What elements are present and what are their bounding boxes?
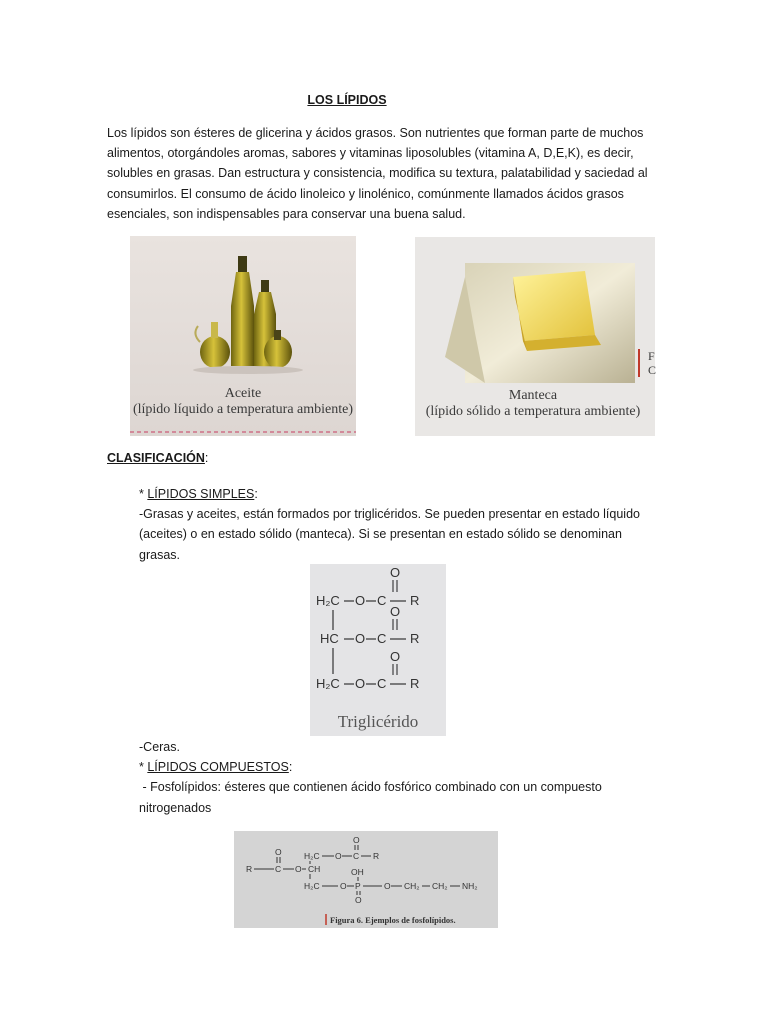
svg-text:O: O <box>390 565 401 580</box>
fosfolipido-structure <box>234 831 498 928</box>
compuestos-section: -Ceras. * LÍPIDOS COMPUESTOS: - Fosfolípidos: ésteres que contienen ácido fosfórico combinado con un compuesto nitrogenados <box>139 740 602 815</box>
svg-text:R: R <box>410 593 420 608</box>
compuestos-heading: LÍPIDOS COMPUESTOS <box>147 760 289 775</box>
svg-text:C: C <box>275 864 282 874</box>
svg-text:O: O <box>355 676 366 691</box>
svg-text:O: O <box>340 881 347 891</box>
svg-text:P: P <box>355 881 361 891</box>
svg-text:R: R <box>246 864 253 874</box>
svg-text:R: R <box>410 631 420 646</box>
svg-text:CH: CH <box>308 864 321 874</box>
trig-left-1: H₂C <box>316 593 340 608</box>
simples-line: (aceites) o en estado sólido (manteca). Si se presentan en estado sólido se denominan <box>139 527 622 542</box>
svg-text:O: O <box>275 847 282 857</box>
svg-text:O: O <box>355 593 366 608</box>
page-title: LOS LÍPIDOS <box>307 93 387 107</box>
svg-text:CH₂: CH₂ <box>432 881 448 891</box>
simples-line: grasas. <box>139 547 180 562</box>
simples-heading: LÍPIDOS SIMPLES <box>147 487 255 501</box>
ceras-line: -Ceras. <box>139 740 180 754</box>
intro-line: esenciales, son indispensables para conservar una buena salud. <box>107 206 466 221</box>
svg-text:O: O <box>295 864 302 874</box>
svg-text:O: O <box>353 835 360 845</box>
svg-text:C: C <box>377 631 387 646</box>
svg-text:O: O <box>355 631 366 646</box>
intro-line: alimentos, otorgándoles aromas, sabores y vitaminas liposolubles (vitamina A, D,E,K), es decir, <box>107 146 634 161</box>
svg-text:OH: OH <box>351 867 364 877</box>
svg-text:O: O <box>384 881 391 891</box>
clasificacion-heading: CLASIFICACIÓN: <box>107 451 209 465</box>
manteca-photo <box>415 237 655 436</box>
svg-text:R: R <box>410 676 420 691</box>
compuestos-line: - Fosfolípidos: ésteres que contienen ácido fosfórico combinado con un compuesto <box>139 780 602 795</box>
triglicerido-structure <box>310 564 446 736</box>
manteca-caption: Manteca (lípido sólido a temperatura ambiente) <box>425 388 641 419</box>
svg-text:R: R <box>373 851 380 861</box>
svg-text:NH₂: NH₂ <box>462 881 478 891</box>
triglicerido-figure <box>310 564 446 736</box>
trig-left-2: HC <box>320 631 339 646</box>
intro-paragraph <box>107 123 667 224</box>
intro-line: Los lípidos son ésteres de glicerina y ácidos grasos. Son nutrientes que forman parte de muchos <box>107 126 644 140</box>
svg-text:C: C <box>353 851 360 861</box>
intro-line: solubles en grasas. Dan estructura y consistencia, modifica su textura, palatabilidad y saciedad al <box>107 166 648 181</box>
svg-text:C: C <box>377 593 387 608</box>
svg-text:CH₂: CH₂ <box>404 881 420 891</box>
compuestos-line: nitrogenados <box>139 800 212 815</box>
manteca-edge-text: F C <box>648 349 657 377</box>
simples-section: * LÍPIDOS SIMPLES: -Grasas y aceites, están formados por triglicéridos. Se pueden presentar en estado líquido (aceites) o en estado sólido (manteca). Si se presentan en estado sólido se denominan grasas. <box>139 487 640 562</box>
intro-line: consumirlos. El consumo de ácido linoleico y linolénico, comúnmente llamados ácidos grasos <box>107 186 624 201</box>
svg-text:C: C <box>377 676 387 691</box>
svg-text:H₂C: H₂C <box>304 881 320 891</box>
svg-text:H₂C: H₂C <box>304 851 320 861</box>
triglicerido-label: Triglicérido <box>337 712 419 731</box>
svg-text:O: O <box>390 604 401 619</box>
simples-line: -Grasas y aceites, están formados por triglicéridos. Se pueden presentar en estado líquido <box>139 507 640 522</box>
fosfolipido-figure <box>234 831 498 928</box>
aceite-caption: Aceite (lípido líquido a temperatura ambiente) <box>132 386 354 417</box>
fosfolipido-caption: Figura 6. Ejemplos de fosfolípidos. <box>330 915 456 925</box>
aceite-photo <box>130 236 356 436</box>
svg-text:O: O <box>390 649 401 664</box>
trig-left-3: H₂C <box>316 676 340 691</box>
svg-text:O: O <box>355 895 362 905</box>
svg-text:O: O <box>335 851 342 861</box>
